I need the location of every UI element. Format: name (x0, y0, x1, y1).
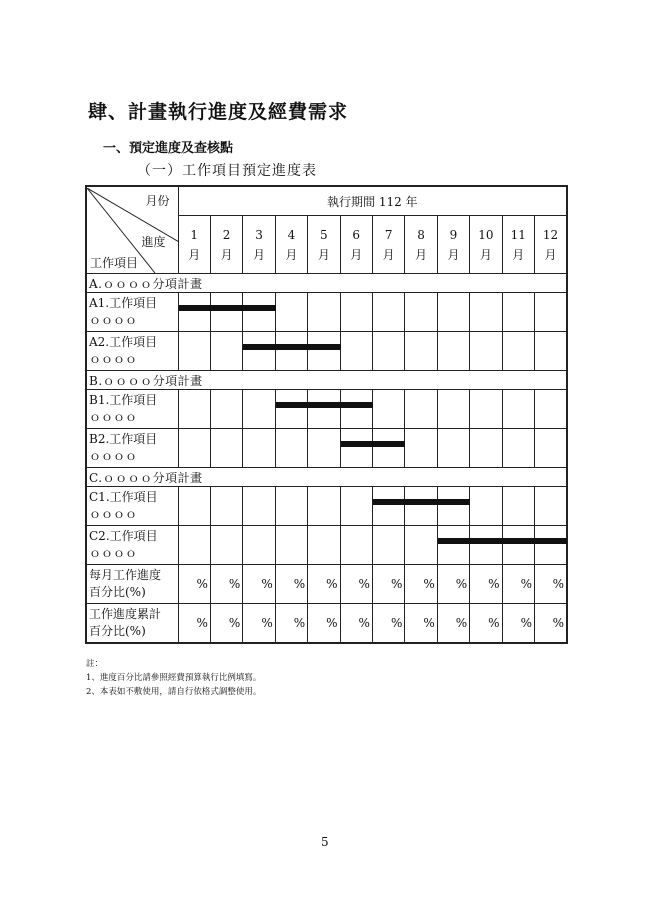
percentage-cell: % (372, 604, 404, 644)
work-item-sub: ｏｏｏｏ (89, 546, 138, 560)
percentage-cell: % (275, 565, 307, 604)
month-grid-cell (275, 487, 307, 526)
month-grid-cell (502, 332, 534, 371)
month-grid-cell (470, 429, 502, 468)
percentage-cell: % (308, 604, 340, 644)
percentage-cell: % (502, 565, 534, 604)
gantt-bar (179, 305, 276, 311)
month-header-cell (405, 216, 437, 274)
month-grid-cell (372, 332, 404, 371)
month-grid-cell (340, 390, 372, 429)
month-grid-cell (210, 429, 242, 468)
month-grid-cell (308, 293, 340, 332)
percentage-cell: % (243, 604, 275, 644)
month-grid-cell (243, 293, 275, 332)
work-item-cell (86, 293, 178, 332)
gantt-bar (373, 499, 470, 505)
percentage-cell: % (308, 565, 340, 604)
month-grid-cell (372, 293, 404, 332)
month-grid-cell (308, 526, 340, 565)
percentage-cell: % (210, 604, 242, 644)
month-grid-cell (470, 390, 502, 429)
month-grid-cell (243, 429, 275, 468)
work-item-sub: ｏｏｏｏ (89, 449, 138, 463)
month-grid-cell (405, 293, 437, 332)
month-number: 11 (510, 227, 526, 242)
gantt-bar (438, 538, 568, 544)
gantt-bar (276, 402, 373, 408)
month-unit: 月 (447, 247, 460, 262)
month-header-cell (437, 216, 469, 274)
work-item-row (86, 429, 567, 468)
note-line: 2、本表如不敷使用，請自行依格式調整使用。 (86, 687, 262, 697)
work-item-name: C2.工作項目 (89, 529, 158, 543)
percentage-cell: % (405, 604, 437, 644)
percentage-label-line2: 百分比(%) (89, 624, 146, 638)
percentage-cell: % (534, 604, 567, 644)
month-grid-cell (308, 487, 340, 526)
month-grid-cell (243, 487, 275, 526)
month-grid-cell (372, 487, 404, 526)
month-header-cell (372, 216, 404, 274)
month-grid-cell (405, 526, 437, 565)
percentage-cell: % (275, 604, 307, 644)
month-grid-cell (437, 293, 469, 332)
month-grid-cell (405, 390, 437, 429)
work-item-sub: ｏｏｏｏ (89, 410, 138, 424)
month-grid-cell (210, 293, 242, 332)
note-line: 1、進度百分比請參照經費預算執行比例填寫。 (86, 673, 262, 683)
month-grid-cell (534, 390, 567, 429)
month-grid-cell (534, 332, 567, 371)
work-item-row (86, 487, 567, 526)
month-grid-cell (437, 390, 469, 429)
percentage-row-label (86, 565, 178, 604)
month-unit: 月 (220, 247, 233, 262)
month-grid-cell (534, 293, 567, 332)
month-grid-cell (502, 429, 534, 468)
month-grid-cell (178, 487, 210, 526)
corner-progress-label: 進度 (141, 234, 166, 249)
gantt-bar (243, 344, 340, 350)
month-header-cell (210, 216, 242, 274)
page-number: 5 (321, 835, 329, 849)
month-header-cell (534, 216, 567, 274)
month-grid-cell (372, 390, 404, 429)
percentage-cell: % (470, 604, 502, 644)
percentage-cell: % (405, 565, 437, 604)
percentage-cell: % (340, 604, 372, 644)
percentage-row (86, 565, 567, 604)
schedule-table (85, 185, 568, 644)
gantt-bar (341, 441, 406, 447)
month-grid-cell (243, 526, 275, 565)
percentage-row-label (86, 604, 178, 644)
percentage-cell: % (534, 565, 567, 604)
month-unit: 月 (544, 247, 557, 262)
month-unit: 月 (415, 247, 428, 262)
month-grid-cell (534, 487, 567, 526)
work-item-row (86, 332, 567, 371)
work-item-row (86, 526, 567, 565)
month-number: 9 (449, 227, 458, 242)
percentage-cell: % (178, 604, 210, 644)
percentage-cell: % (340, 565, 372, 604)
month-grid-cell (502, 293, 534, 332)
work-item-name: B2.工作項目 (89, 432, 158, 446)
month-grid-cell (470, 332, 502, 371)
month-grid-cell (275, 332, 307, 371)
work-item-row (86, 390, 567, 429)
percentage-cell: % (437, 565, 469, 604)
month-grid-cell (178, 293, 210, 332)
month-header-cell (178, 216, 210, 274)
month-grid-cell (210, 332, 242, 371)
month-header-cell (275, 216, 307, 274)
percentage-cell: % (243, 565, 275, 604)
month-grid-cell (372, 429, 404, 468)
month-grid-cell (502, 526, 534, 565)
month-number: 10 (478, 227, 494, 242)
month-grid-cell (178, 390, 210, 429)
period-header: 執行期間 112 年 (178, 186, 567, 216)
month-unit: 月 (285, 247, 298, 262)
month-header-cell (243, 216, 275, 274)
work-item-name: B1.工作項目 (89, 393, 158, 407)
month-unit: 月 (253, 247, 266, 262)
percentage-label-line1: 工作進度累計 (89, 607, 162, 621)
month-grid-cell (470, 487, 502, 526)
work-item-row (86, 293, 567, 332)
month-header-cell (470, 216, 502, 274)
notes (86, 657, 261, 699)
corner-item-label: 工作項目 (90, 255, 139, 270)
section-row-title: C.ｏｏｏｏ分項計畫 (86, 468, 567, 487)
percentage-cell: % (437, 604, 469, 644)
month-grid-cell (470, 293, 502, 332)
month-grid-cell (340, 429, 372, 468)
month-grid-cell (437, 487, 469, 526)
work-item-sub: ｏｏｏｏ (89, 313, 138, 327)
percentage-label-line1: 每月工作進度 (89, 568, 162, 582)
month-header-cell (502, 216, 534, 274)
percentage-cell: % (210, 565, 242, 604)
month-number: 2 (222, 227, 231, 242)
subsection-heading: 一、預定進度及查核點 (103, 141, 234, 156)
month-grid-cell (308, 332, 340, 371)
percentage-cell: % (502, 604, 534, 644)
month-grid-cell (340, 332, 372, 371)
month-grid-cell (340, 487, 372, 526)
month-grid-cell (405, 487, 437, 526)
month-grid-cell (178, 332, 210, 371)
month-grid-cell (405, 332, 437, 371)
corner-month-label: 月份 (145, 193, 170, 208)
percentage-cell: % (178, 565, 210, 604)
month-unit: 月 (317, 247, 330, 262)
month-unit: 月 (512, 247, 525, 262)
month-grid-cell (437, 332, 469, 371)
month-grid-cell (470, 526, 502, 565)
month-grid-cell (308, 429, 340, 468)
month-grid-cell (308, 390, 340, 429)
month-header-cell (308, 216, 340, 274)
month-number: 12 (542, 227, 559, 242)
month-grid-cell (275, 293, 307, 332)
work-item-name: A2.工作項目 (89, 335, 158, 349)
month-number: 1 (190, 227, 199, 242)
section-row-title: A.ｏｏｏｏ分項計畫 (86, 274, 567, 293)
percentage-cell: % (372, 565, 404, 604)
month-unit: 月 (350, 247, 363, 262)
work-item-sub: ｏｏｏｏ (89, 507, 138, 521)
month-grid-cell (534, 429, 567, 468)
percentage-row (86, 604, 567, 644)
month-number: 3 (255, 227, 263, 242)
work-item-name: A1.工作項目 (89, 296, 158, 310)
percentage-cell: % (470, 565, 502, 604)
month-unit: 月 (382, 247, 395, 262)
month-grid-cell (437, 429, 469, 468)
month-grid-cell (275, 429, 307, 468)
month-grid-cell (534, 526, 567, 565)
month-unit: 月 (188, 247, 201, 262)
table-title: （一）工作項目預定進度表 (137, 163, 317, 179)
work-item-cell (86, 487, 178, 526)
month-grid-cell (437, 526, 469, 565)
month-grid-cell (178, 429, 210, 468)
month-grid-cell (340, 293, 372, 332)
percentage-label-line2: 百分比(%) (89, 585, 146, 599)
work-item-sub: ｏｏｏｏ (89, 352, 138, 366)
work-item-cell (86, 429, 178, 468)
work-item-cell (86, 526, 178, 565)
month-grid-cell (340, 526, 372, 565)
month-grid-cell (502, 390, 534, 429)
month-number: 8 (417, 227, 425, 242)
month-grid-cell (243, 332, 275, 371)
month-grid-cell (405, 429, 437, 468)
month-number: 6 (352, 227, 361, 242)
work-item-name: C1.工作項目 (89, 490, 158, 504)
section-row-title: B.ｏｏｏｏ分項計畫 (86, 371, 567, 390)
month-number: 4 (287, 227, 296, 242)
work-item-cell (86, 390, 178, 429)
section-heading: 肆、計畫執行進度及經費需求 (88, 101, 349, 123)
month-grid-cell (275, 526, 307, 565)
month-grid-cell (178, 526, 210, 565)
month-grid-cell (210, 526, 242, 565)
month-grid-cell (210, 390, 242, 429)
header-corner-cell (86, 186, 178, 274)
month-grid-cell (502, 487, 534, 526)
month-unit: 月 (479, 247, 492, 262)
month-grid-cell (275, 390, 307, 429)
notes-title: 註： (86, 659, 104, 669)
month-grid-cell (243, 390, 275, 429)
month-grid-cell (372, 526, 404, 565)
month-number: 5 (320, 227, 328, 242)
month-header-cell (340, 216, 372, 274)
work-item-cell (86, 332, 178, 371)
month-grid-cell (210, 487, 242, 526)
month-number: 7 (384, 227, 393, 242)
